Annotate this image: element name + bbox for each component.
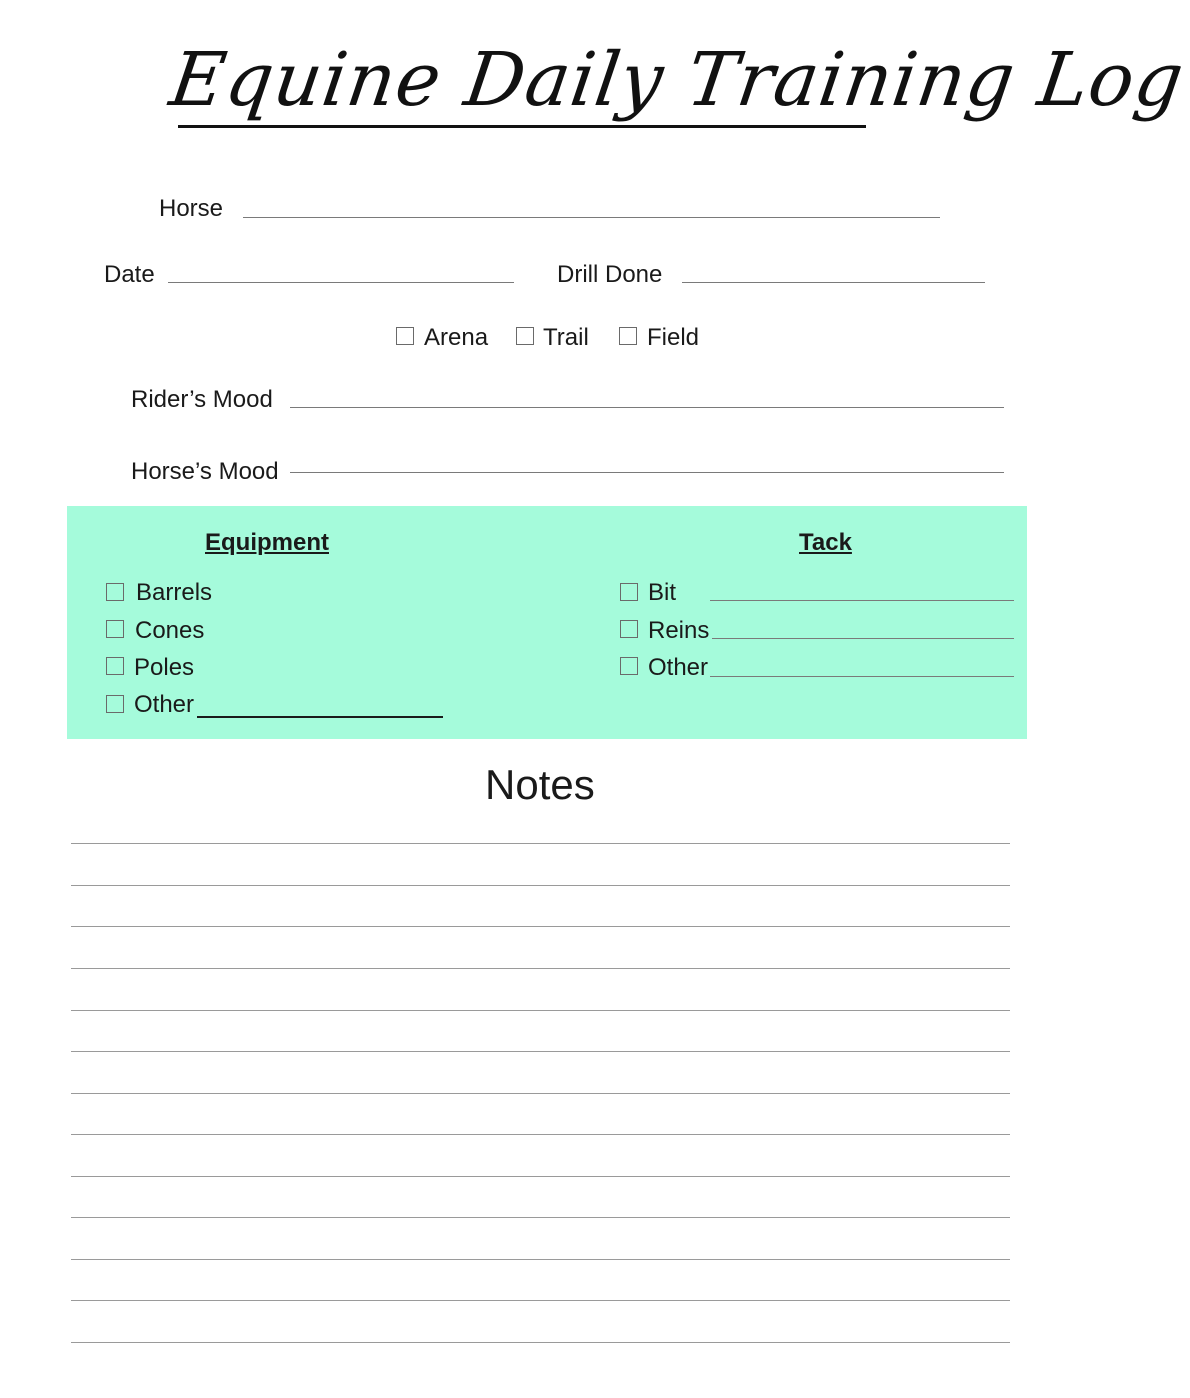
field-label: Field	[647, 324, 700, 351]
arena-checkbox[interactable]	[396, 327, 414, 345]
drill-done-label: Drill Done	[557, 261, 663, 288]
riders-mood-field[interactable]	[290, 407, 1004, 408]
notes-heading: Notes	[485, 761, 595, 808]
notes-line[interactable]	[71, 1093, 1010, 1094]
notes-line[interactable]	[71, 1176, 1010, 1177]
horses-mood-label: Horse’s Mood	[131, 458, 279, 485]
notes-line[interactable]	[71, 1010, 1010, 1011]
drill-done-field[interactable]	[682, 282, 985, 283]
tack-heading: Tack	[799, 529, 852, 556]
barrels-label: Barrels	[136, 579, 213, 606]
notes-line[interactable]	[71, 1217, 1010, 1218]
notes-line[interactable]	[71, 885, 1010, 886]
date-field[interactable]	[168, 282, 514, 283]
notes-line[interactable]	[71, 1259, 1010, 1260]
trail-checkbox[interactable]	[516, 327, 534, 345]
bit-checkbox[interactable]	[620, 583, 638, 601]
date-label: Date	[104, 261, 155, 288]
poles-label: Poles	[134, 654, 195, 681]
horse-label: Horse	[159, 195, 224, 222]
equipment-other-field[interactable]	[197, 716, 443, 718]
horses-mood-field[interactable]	[290, 472, 1004, 473]
notes-line[interactable]	[71, 1342, 1010, 1343]
bit-label: Bit	[648, 579, 677, 606]
cones-checkbox[interactable]	[106, 620, 124, 638]
reins-checkbox[interactable]	[620, 620, 638, 638]
tack-other-field[interactable]	[710, 676, 1014, 677]
cones-label: Cones	[135, 617, 205, 644]
page-title: Equine Daily Training Log	[164, 37, 1190, 123]
arena-label: Arena	[424, 324, 489, 351]
field-checkbox[interactable]	[619, 327, 637, 345]
bit-field[interactable]	[710, 600, 1014, 601]
notes-line[interactable]	[71, 1134, 1010, 1135]
horse-field[interactable]	[243, 217, 940, 218]
equipment-other-label: Other	[134, 691, 195, 718]
notes-line[interactable]	[71, 1300, 1010, 1301]
notes-line[interactable]	[71, 926, 1010, 927]
trail-label: Trail	[543, 324, 589, 351]
barrels-checkbox[interactable]	[106, 583, 124, 601]
poles-checkbox[interactable]	[106, 657, 124, 675]
equipment-heading: Equipment	[205, 529, 329, 556]
notes-line[interactable]	[71, 843, 1010, 844]
equipment-other-checkbox[interactable]	[106, 695, 124, 713]
tack-other-checkbox[interactable]	[620, 657, 638, 675]
tack-other-label: Other	[648, 654, 709, 681]
title-underline	[178, 125, 866, 128]
riders-mood-label: Rider’s Mood	[131, 386, 273, 413]
reins-field[interactable]	[712, 638, 1014, 639]
reins-label: Reins	[648, 617, 710, 644]
notes-line[interactable]	[71, 1051, 1010, 1052]
notes-line[interactable]	[71, 968, 1010, 969]
